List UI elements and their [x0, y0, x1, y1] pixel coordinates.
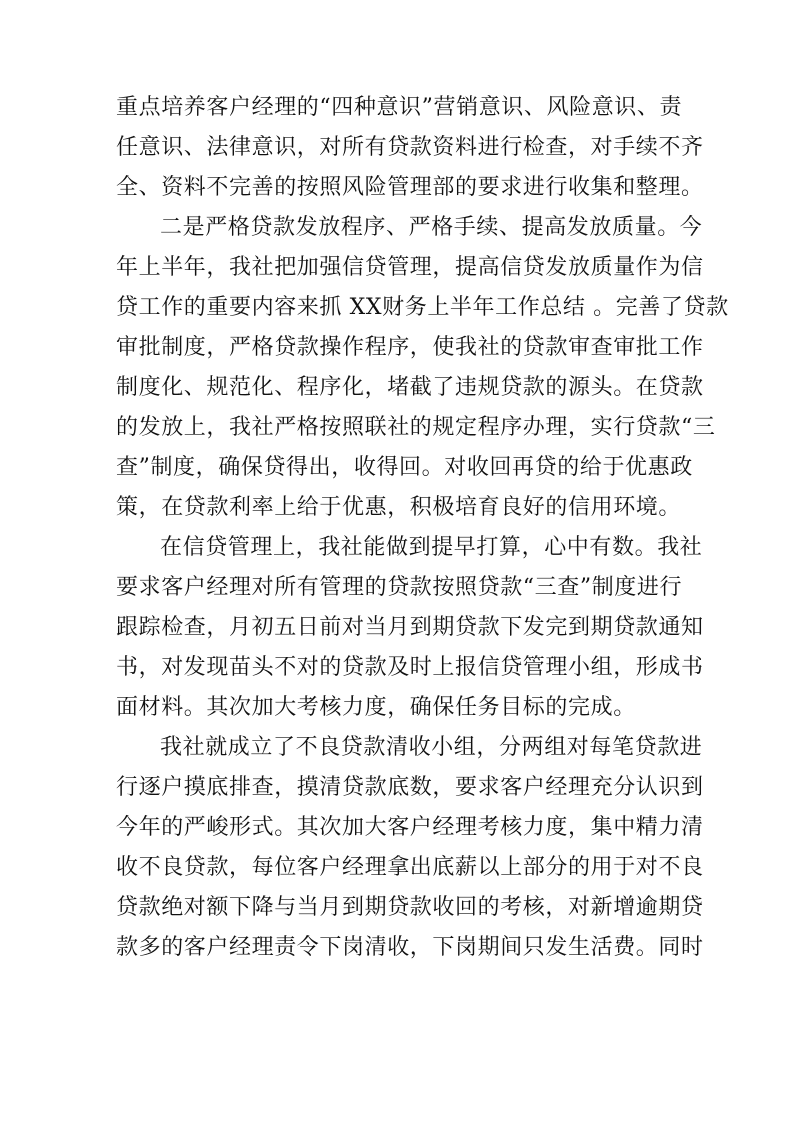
text-line: 重点培养客户经理的“四种意识”营销意识、风险意识、责 [116, 95, 683, 120]
text-line: 贷工作的重要内容来抓 XX财务上半年工作总结 。完善了贷款 [116, 295, 729, 320]
text-line: 书，对发现苗头不对的贷款及时上报信贷管理小组，形成书 [116, 655, 704, 680]
text-line-first: 我社就成立了不良贷款清收小组，分两组对每笔贷款进 [160, 735, 703, 760]
text-line: 审批制度，严格贷款操作程序，使我社的贷款审查审批工作 [116, 335, 704, 360]
paragraph-4 [116, 728, 704, 968]
text-line: 今年的严峻形式。其次加大客户经理考核力度，集中精力清 [116, 815, 704, 840]
paragraph-1 [116, 88, 704, 208]
text-line: 款多的客户经理责令下岗清收，下岗期间只发生活费。同时 [116, 935, 704, 960]
text-line: 收不良贷款，每位客户经理拿出底薪以上部分的用于对不良 [116, 855, 704, 880]
text-line: 全、资料不完善的按照风险管理部的要求进行收集和整理。 [116, 175, 704, 200]
text-line: 年上半年，我社把加强信贷管理，提高信贷发放质量作为信 [116, 255, 704, 280]
text-line: 的发放上，我社严格按照联社的规定程序办理，实行贷款“三 [116, 415, 716, 440]
text-line: 制度化、规范化、程序化，堵截了违规贷款的源头。在贷款 [116, 375, 704, 400]
text-line: 策，在贷款利率上给于优惠，积极培育良好的信用环境。 [116, 495, 682, 520]
text-line: 行逐户摸底排查，摸清贷款底数，要求客户经理充分认识到 [116, 775, 704, 800]
text-line: 贷款绝对额下降与当月到期贷款收回的考核，对新增逾期贷 [116, 895, 704, 920]
text-line: 跟踪检查，月初五日前对当月到期贷款下发完到期贷款通知 [116, 615, 704, 640]
text-line-first: 在信贷管理上，我社能做到提早打算，心中有数。我社 [160, 535, 703, 560]
document-body [116, 88, 729, 968]
text-line-first: 二是严格贷款发放程序、严格手续、提高发放质量。今 [160, 215, 703, 240]
text-line: 任意识、法律意识，对所有贷款资料进行检查，对手续不齐 [116, 135, 704, 160]
text-line: 面材料。其次加大考核力度，确保任务目标的完成。 [116, 695, 636, 720]
text-line: 要求客户经理对所有管理的贷款按照贷款“三查”制度进行 [116, 575, 683, 600]
paragraph-3 [116, 528, 704, 728]
text-line: 查”制度，确保贷得出，收得回。对收回再贷的给于优惠政 [116, 455, 693, 480]
paragraph-2 [116, 208, 729, 528]
